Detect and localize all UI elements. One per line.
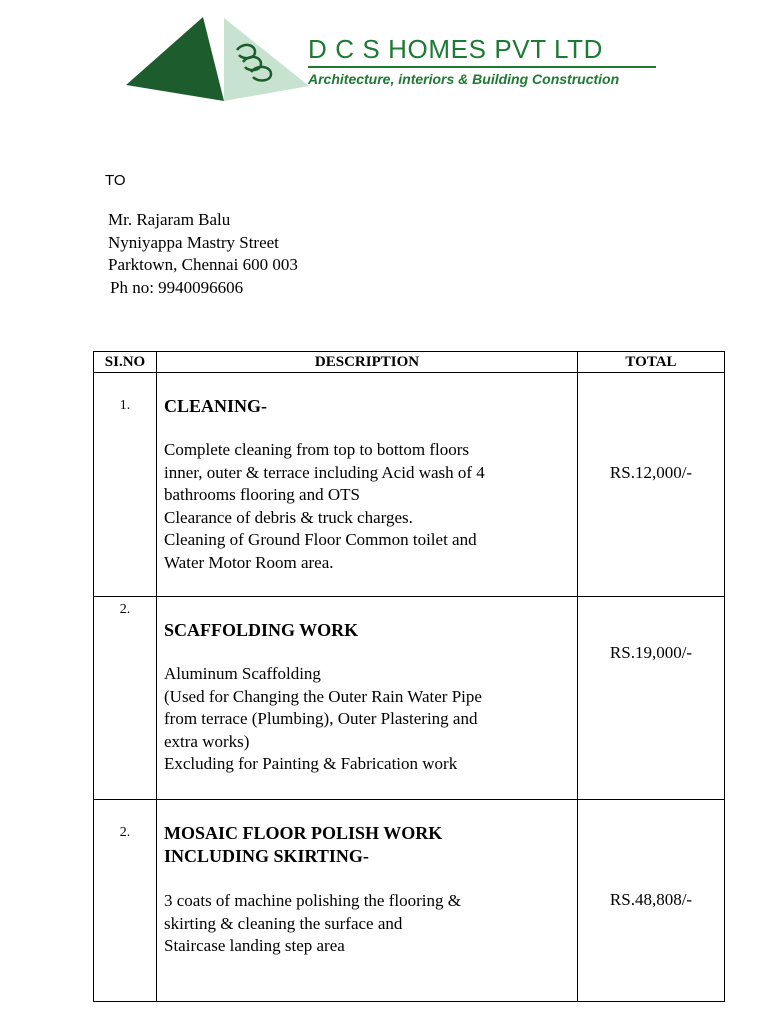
row-total (578, 597, 725, 800)
recipient-name: Mr. Rajaram Balu (108, 210, 231, 229)
company-name: D C S HOMES PVT LTD (308, 34, 604, 64)
header-sl: SI.NO (94, 352, 157, 373)
row-description (157, 373, 578, 597)
item-title-line: INCLUDING SKIRTING- (164, 846, 369, 866)
description-line: skirting & cleaning the surface and (164, 913, 403, 933)
total-amount: RS.19,000/- (609, 643, 693, 662)
description-line: Cleaning of Ground Floor Common toilet and (164, 530, 477, 549)
description-line: Staircase landing step area (164, 936, 345, 955)
recipient-street: Nyniyappa Mastry Street (108, 232, 279, 252)
recipient-phone: Ph no: 9940096606 (110, 277, 244, 297)
row-total (578, 373, 725, 597)
table-row (94, 373, 725, 597)
description-line: extra works) (164, 731, 250, 751)
total-amount: RS.48,808/- (609, 890, 693, 909)
header-description: DESCRIPTION (157, 352, 578, 373)
company-tagline: Architecture, interiors & Building Construction (308, 71, 620, 87)
row-sl: 1. (94, 373, 157, 597)
description-line: from terrace (Plumbing), Outer Plastering and (164, 709, 478, 728)
description-line: Complete cleaning from top to bottom floors (164, 440, 470, 459)
description-line: Aluminum Scaffolding (164, 664, 321, 683)
recipient-address (108, 209, 298, 299)
item-title: CLEANING- (164, 396, 268, 416)
table-row (94, 597, 725, 800)
header-total: TOTAL (578, 352, 725, 373)
table-header-row (94, 352, 725, 373)
item-title (164, 822, 577, 868)
description-line: inner, outer & terrace including Acid wash of 4 (164, 462, 485, 482)
recipient-city: Parktown, Chennai 600 003 (108, 255, 298, 274)
row-description (157, 800, 578, 1002)
quotation-table (93, 351, 725, 1002)
description-line: Clearance of debris & truck charges. (164, 507, 413, 527)
table-row (94, 800, 725, 1002)
item-title: SCAFFOLDING WORK (164, 620, 359, 640)
letterhead (105, 12, 665, 112)
row-sl: 2. (94, 800, 157, 1002)
description-line: bathrooms flooring and OTS (164, 485, 360, 504)
company-logo-icon (125, 12, 315, 112)
total-amount: RS.12,000/- (609, 463, 693, 482)
brand (308, 34, 656, 87)
to-label: TO (105, 172, 126, 189)
row-total (578, 800, 725, 1002)
item-title-line: MOSAIC FLOOR POLISH WORK (164, 823, 443, 843)
brand-rule (308, 66, 656, 68)
description-line: Excluding for Painting & Fabrication work (164, 754, 458, 773)
description-line: (Used for Changing the Outer Rain Water Pipe (164, 686, 482, 706)
description-line: Water Motor Room area. (164, 552, 334, 572)
row-description (157, 597, 578, 800)
description-line: 3 coats of machine polishing the flooring & (164, 891, 461, 910)
row-sl: 2. (94, 597, 157, 800)
